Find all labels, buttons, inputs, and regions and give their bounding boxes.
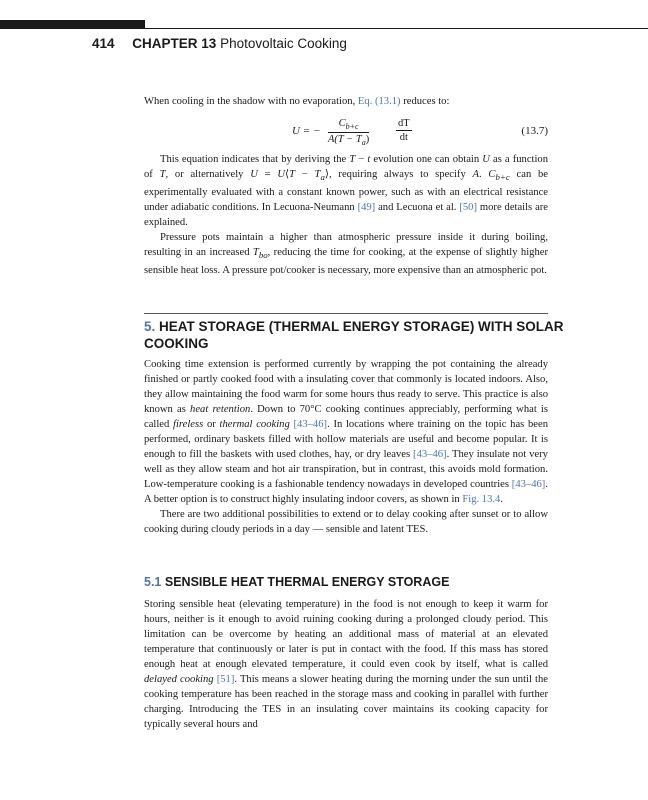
equation-number: (13.7): [521, 125, 548, 137]
body-text-top: [144, 152, 548, 278]
citation-link[interactable]: [49]: [357, 202, 376, 214]
citation-link[interactable]: [43–46]: [413, 449, 447, 460]
equation-link[interactable]: Eq. (13.1): [357, 96, 401, 107]
page-number: 414: [92, 36, 115, 51]
figure-link[interactable]: Fig. 13.4: [462, 494, 501, 505]
paragraph-2: Pressure pots maintain a higher than atmospheric pressure inside it during boiling, resulting in an increased $T_{bo}$, reducing the time for cooking, at the expense of slightly higher sensible heat loss. A pressure pot/cooker is necessary, more expensive than an atmospheric pot.: [144, 232, 548, 277]
section-5-heading: 5. HEAT STORAGE (THERMAL ENERGY STORAGE) WITH SOLAR COOKING: [144, 319, 564, 351]
equation-13-7: [144, 118, 548, 152]
chapter-title: Photovoltaic Cooking: [220, 36, 347, 51]
citation-link[interactable]: [50]: [459, 202, 477, 214]
equation-fraction-1: $\frac{C_{b+c}}{A(T - T_a)}$: [328, 118, 370, 148]
header-rule: [145, 28, 648, 29]
chapter-label: CHAPTER 13: [132, 36, 217, 51]
body-text-section-5-1: [144, 597, 548, 732]
section-5-1-heading: 5.1 SENSIBLE HEAT THERMAL ENERGY STORAGE: [144, 575, 450, 589]
section-divider: [144, 313, 548, 314]
citation-link[interactable]: [43–46]: [293, 419, 328, 430]
intro-paragraph: When cooling in the shadow with no evaporation, Eq. (13.1) reduces to:: [144, 96, 450, 107]
paragraph-5: Storing sensible heat (elevating temperature) in the food is not enough to keep it warm for hours, neither is it enough to avoid ruining cooking during a prolonged cloudy period. This limitation can be overcome by heating an additional mass of material at an elevated temperature that continuously or later is put in contact with the food. If this mass has stored enough heat at enough elevated temperature, it could even cook by itself, what is called delayed cooking [51]. This means a slower heating during the morning under the sun until the cooking temperature has been reached in the storage mass and cooking in parallel with further charging. Introducing the TES in an insulating cover maintains its cooking capacity for typically several hours and: [144, 599, 548, 730]
body-text-section-5: [144, 357, 548, 537]
citation-link[interactable]: [51]: [216, 674, 235, 685]
header-bar: [0, 20, 145, 29]
citation-link[interactable]: [43–46]: [511, 479, 546, 490]
running-head: [92, 36, 347, 51]
paragraph-3: Cooking time extension is performed currently by wrapping the pot containing the already finished or partly cooked food with a insulating cover that commonly is located indoors. Also, they allow maintaining the food warm for some hours thus ready to serve. This practice is also known as heat retention. Down to 70°C cooking continues appreciably, performing what is called fireless or thermal cooking [43–46]. In locations where training on the topic has been performed, ordinary baskets filled with hollow materials are useful and become popular. It is enough to fill the baskets with used clothes, hay, or dry leaves [43–46]. They insulate not very well as they allow steam and hot air transpiration, but in contrast, this avoids mold formation. Low-temperature cooking is a fashionable tendency nowadays in developed countries [43–46]. A better option is to construct highly insulating indoor covers, as shown in Fig. 13.4.: [144, 359, 549, 505]
equation-lhs: U = −: [292, 125, 321, 137]
paragraph-4: There are two additional possibilities to extend or to delay cooking after sunset or to allow cooking during cloudy periods in a day — sensible and latent TES.: [144, 509, 548, 535]
paragraph-1: This equation indicates that by deriving the T − t evolution one can obtain U as a function of T, or alternatively U = U⟨T − $T_a⟩$, requiring always to specify A. $C_{b+c}$ can be experimentally evaluated with a constant known power, such as with an electrical resistance under adiabatic conditions. In Lecuona-Neumann [49] and Lecuona et al. [50] more details are explained.: [144, 154, 549, 229]
equation-fraction-2: $\frac{dT}{dt}$: [398, 118, 410, 143]
